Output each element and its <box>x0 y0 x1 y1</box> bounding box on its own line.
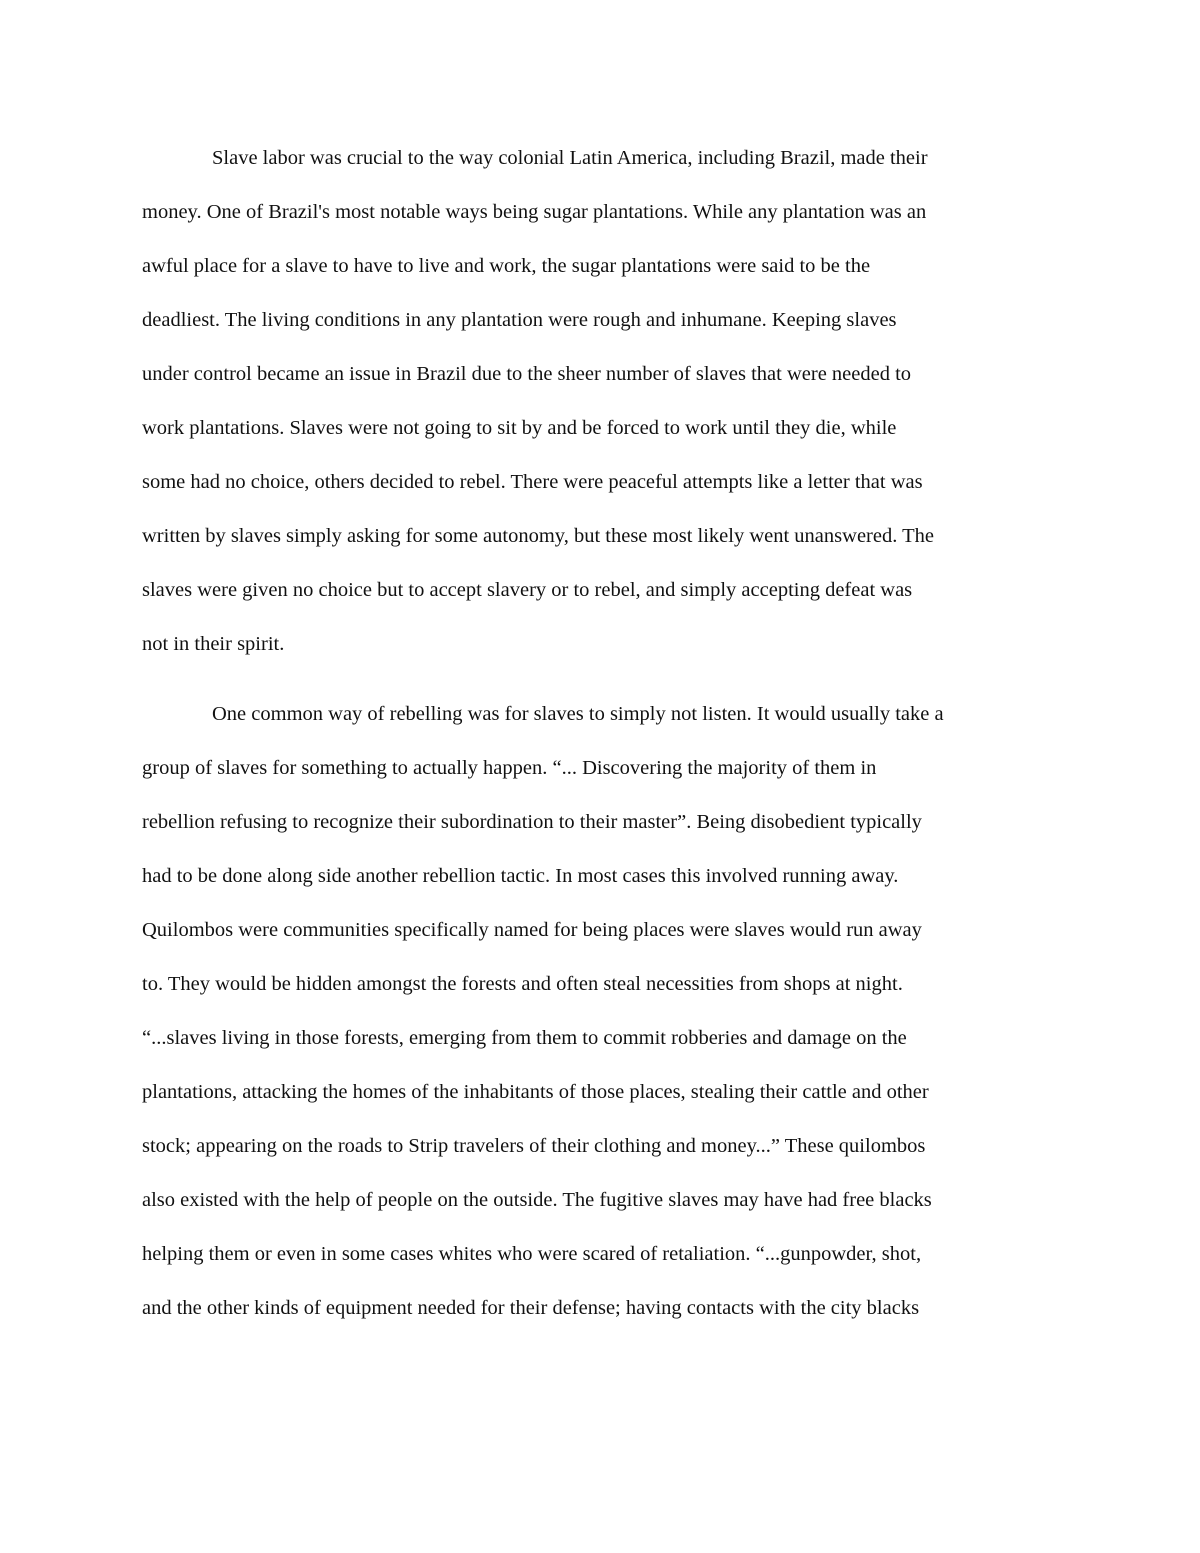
paragraph-line: rebellion refusing to recognize their subordination to their master”. Being disobedient typically <box>142 811 922 833</box>
paragraph-line: helping them or even in some cases whites who were scared of retaliation. “...gunpowder, shot, <box>142 1243 922 1265</box>
paragraph-line: group of slaves for something to actually happen. “... Discovering the majority of them in <box>142 757 877 779</box>
paragraph-line: stock; appearing on the roads to Strip travelers of their clothing and money...” These quilombos <box>142 1135 926 1157</box>
paragraph-line: One common way of rebelling was for slaves to simply not listen. It would usually take a <box>212 703 944 725</box>
paragraph-line: “...slaves living in those forests, emerging from them to commit robberies and damage on the <box>142 1027 907 1049</box>
paragraph-line: also existed with the help of people on the outside. The fugitive slaves may have had free blacks <box>142 1189 932 1211</box>
paragraph-line: plantations, attacking the homes of the inhabitants of those places, stealing their cattle and other <box>142 1081 929 1103</box>
paragraph-line: money. One of Brazil's most notable ways being sugar plantations. While any plantation was an <box>142 201 927 223</box>
paragraph-line: awful place for a slave to have to live and work, the sugar plantations were said to be the <box>142 255 871 277</box>
paragraph-line: Quilombos were communities specifically named for being places were slaves would run away <box>142 919 922 941</box>
paragraph-line: not in their spirit. <box>142 633 285 655</box>
paragraph-line: under control became an issue in Brazil due to the sheer number of slaves that were needed to <box>142 363 912 385</box>
paragraph-line: Slave labor was crucial to the way colonial Latin America, including Brazil, made their <box>212 147 928 169</box>
paragraph-line: and the other kinds of equipment needed for their defense; having contacts with the city blacks <box>142 1297 920 1319</box>
paragraph-line: written by slaves simply asking for some autonomy, but these most likely went unanswered. The <box>142 525 934 547</box>
paragraph-line: slaves were given no choice but to accept slavery or to rebel, and simply accepting defeat was <box>142 579 913 601</box>
paragraph-line: had to be done along side another rebellion tactic. In most cases this involved running away. <box>142 865 899 887</box>
paragraph-line: work plantations. Slaves were not going to sit by and be forced to work until they die, while <box>142 417 897 439</box>
paragraph-line: to. They would be hidden amongst the forests and often steal necessities from shops at night. <box>142 973 903 995</box>
paragraph-line: deadliest. The living conditions in any plantation were rough and inhumane. Keeping slaves <box>142 309 897 331</box>
paragraph-line: some had no choice, others decided to rebel. There were peaceful attempts like a letter that was <box>142 471 923 493</box>
